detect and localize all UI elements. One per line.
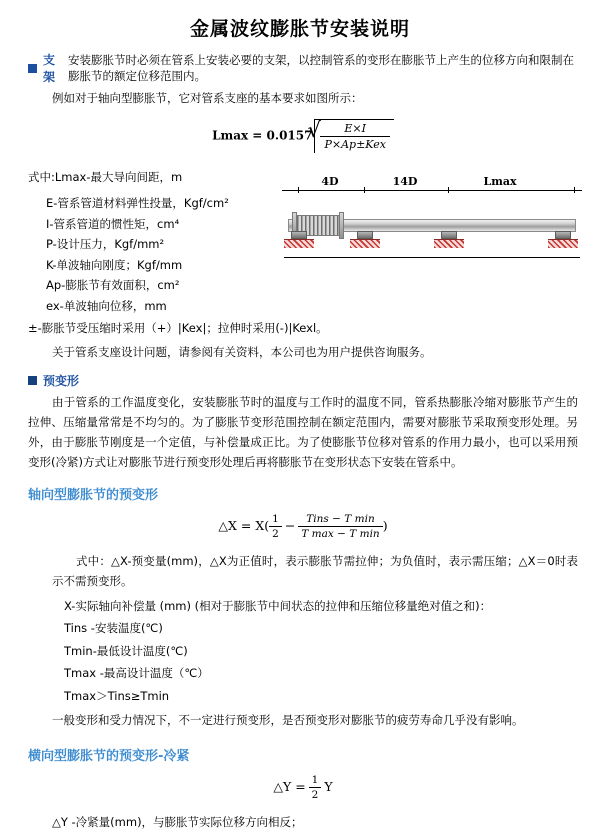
- expansion-joint-diagram: [282, 175, 582, 285]
- list-item: X-实际轴向补偿量 (mm) (相对于膨胀节中间状态的拉伸和压缩位移量绝对值之和)：: [64, 598, 492, 613]
- legend-note-sign: ±-膨胀节受压缩时采用（+）|Kex|；拉伸时采用(-)|Kexl。: [28, 321, 328, 336]
- sqrt-symbol-icon: [314, 119, 393, 153]
- subsection-heading-axial: 轴向型膨胀节的预变形: [28, 488, 159, 504]
- support-foundation-hatch: [548, 239, 578, 248]
- dimension-label-lmax: Lmax: [483, 174, 517, 188]
- list-item: Tmin-最低设计温度(℃): [64, 643, 188, 658]
- dimension-label-4d: 4D: [321, 174, 339, 188]
- support-block: [555, 231, 571, 239]
- ground-line: [284, 257, 580, 258]
- axial-equation-temp-fraction: [298, 513, 382, 540]
- blue-square-bullet-icon: [28, 376, 37, 385]
- page-title: 金属波纹膨胀节安装说明: [189, 18, 410, 40]
- pipe-assembly: [282, 205, 582, 267]
- dimension-tick: [448, 187, 449, 193]
- support-foundation-hatch: [434, 239, 464, 248]
- legend-list: [28, 167, 278, 316]
- pipe-support-guide-3: [548, 231, 578, 249]
- dimension-tick: [298, 187, 299, 193]
- list-item: Tmax -最高设计温度（℃）: [64, 666, 209, 681]
- axial-equation-half-fraction: [269, 513, 282, 540]
- lmax-fraction: [320, 122, 389, 151]
- document-page: [0, 14, 600, 829]
- pipe-support-guide-2: [434, 231, 464, 249]
- lmax-fraction-denominator: P×Ap±Kex: [324, 137, 386, 151]
- diagram-dimension-row: [282, 175, 582, 193]
- list-item: Tins -安装温度(℃): [64, 621, 163, 636]
- list-item: ex-单波轴向位移，mm: [46, 298, 167, 313]
- lateral-equation-lhs: △Y =: [273, 778, 306, 794]
- list-item: K-单波轴向刚度；Kgf/mm: [46, 257, 183, 272]
- blue-square-bullet-icon: [28, 64, 37, 73]
- axial-predeform-equation: [28, 513, 578, 540]
- lmax-formula: [28, 119, 578, 153]
- support-foundation-hatch: [284, 239, 314, 248]
- section-heading-predeform: [28, 372, 578, 389]
- lmax-formula-expression: [212, 119, 394, 153]
- axial-equation-temp-numerator: Tins − T min: [298, 513, 382, 527]
- axial-equation-rhs: ): [382, 518, 388, 534]
- support-block: [291, 231, 307, 239]
- pipe-support-anchor: [284, 231, 314, 249]
- axial-equation-lhs: △X = X(: [218, 518, 270, 534]
- lmax-formula-lhs: Lmax = 0.0157: [212, 128, 313, 143]
- lateral-equation-half-numerator: 1: [309, 774, 322, 788]
- axial-equation-half-numerator: 1: [269, 513, 282, 527]
- lmax-fraction-numerator: √ E×I: [320, 122, 389, 137]
- legend-column: [28, 161, 278, 316]
- section-heading-predeform-label: 预变形: [43, 374, 80, 389]
- lateral-predeform-equation: [28, 774, 578, 801]
- lateral-equation-half-denominator: 2: [311, 788, 319, 801]
- dimension-baseline: [282, 190, 582, 191]
- legend-intro: 式中:Lmax-最大导向间距，m: [28, 169, 183, 184]
- lateral-equation-half-fraction: [309, 774, 322, 801]
- support-block: [441, 231, 457, 239]
- axial-equation-temp-denominator: T max − T min: [301, 528, 380, 541]
- axial-symbol-list: [28, 595, 578, 707]
- list-item: E-管系管道材料弹性投量，Kgf/cm²: [46, 196, 229, 211]
- predeform-paragraph-1: 由于管系的工作温度变化，安装膨胀节时的温度与工作时的温度不同，管系热膨胀冷缩对膨胀节产生的拉伸、压缩量常常是不均匀的。为了膨胀节变形范围控制在额定范围内，需要对膨胀节采取预变形处理。另外，由于膨胀节刚度是一个定值，与补偿量成正比。为了使膨胀节位移对管系的作用力最小，也可以采用预变形(冷紧)方式让对膨胀节进行预变形处理后再将膨胀节在变形状态下安装在管系中。: [28, 395, 578, 469]
- bracket-paragraph-2: 例如对于轴向型膨胀节，它对管系支座的基本要求如图所示：: [52, 91, 363, 105]
- list-item: Tmax＞Tins≥Tmin: [64, 688, 170, 703]
- section-heading-bracket-label: 支架: [43, 53, 56, 84]
- subsection-heading-lateral: 横向型膨胀节的预变形-冷紧: [28, 748, 190, 764]
- axial-equation-minus-sign: −: [284, 518, 296, 534]
- bellows-end-cap-right: [339, 212, 344, 239]
- support-foundation-hatch: [350, 239, 380, 248]
- bracket-paragraph-1: 安装膨胀节时必须在管系上安装必要的支架，以控制管系的变形在膨胀节上产生的位移方向和限制在膨胀节的额定位移范围内。: [68, 53, 575, 83]
- list-item: I-管系管道的惯性矩，cm⁴: [46, 216, 180, 231]
- list-item: Ap-膨胀节有效面积，cm²: [46, 278, 180, 293]
- list-item: P-设计压力，Kgf/mm²: [46, 237, 165, 252]
- axial-note: 一般变形和受力情况下，不一定进行预变形，是否预变形对膨胀节的疲劳寿命几乎没有影响。: [52, 712, 524, 727]
- pipe-support-guide-1: [350, 231, 380, 249]
- legend-and-diagram: [28, 161, 578, 316]
- lateral-where-note: △Y -冷紧量(mm)，与膨胀节实际位移方向相反；: [52, 814, 303, 829]
- axial-equation-half-denominator: 2: [272, 528, 279, 541]
- bracket-closing-paragraph: 关于管系支座设计问题，请参阅有关资料，本公司也为用户提供咨询服务。: [52, 344, 432, 359]
- lateral-equation-rhs: Y: [324, 778, 333, 794]
- support-block: [357, 231, 373, 239]
- dimension-tick: [364, 187, 365, 193]
- diagram-column: [278, 161, 582, 285]
- document-body: [0, 51, 600, 833]
- dimension-label-14d: 14D: [392, 174, 418, 188]
- axial-where-intro: 式中：△X-预变量(mm)，△X为正值时，表示膨胀节需拉伸；为负值时，表示需压缩；△X＝0时表示不需预变形。: [52, 554, 578, 589]
- legend-items: [28, 193, 278, 316]
- section-heading-bracket: [28, 51, 578, 85]
- dimension-tick: [574, 187, 575, 193]
